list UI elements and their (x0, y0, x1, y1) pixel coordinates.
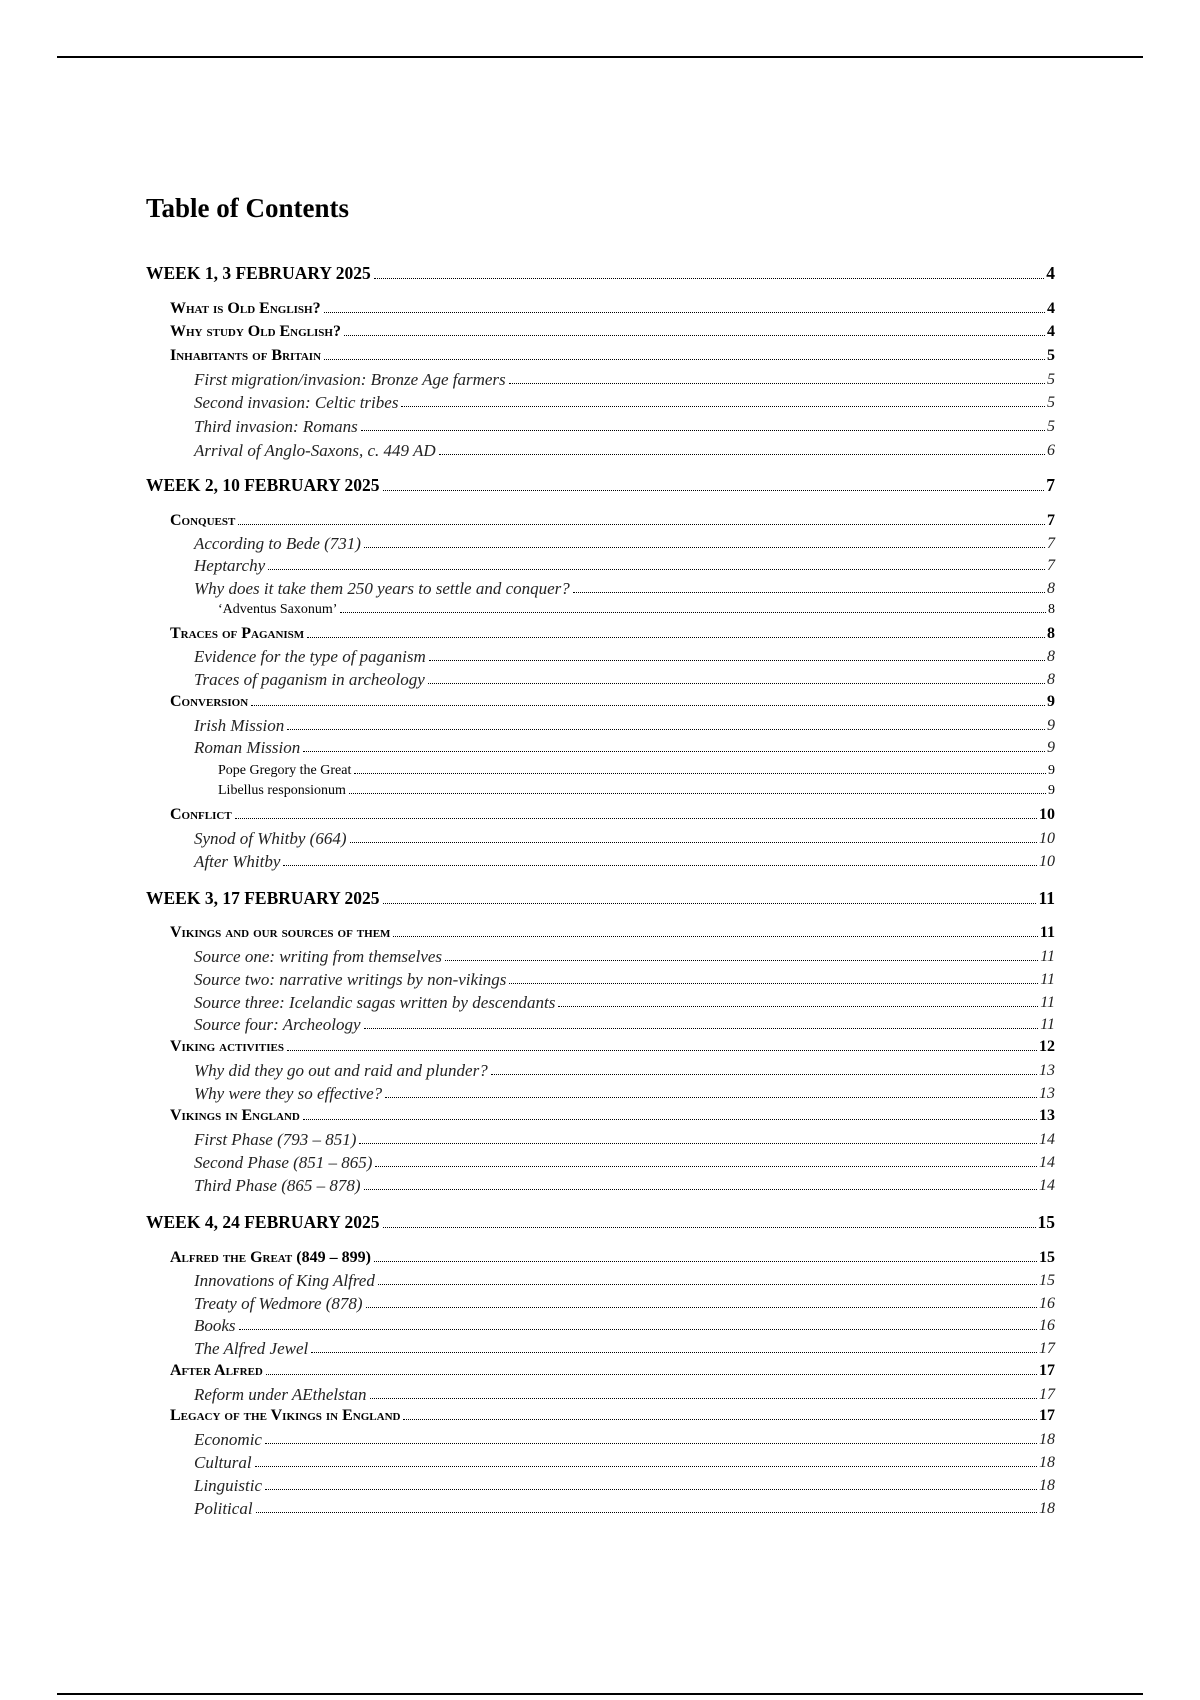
toc-dot-leader (509, 383, 1045, 384)
toc-page-number: 4 (1047, 300, 1055, 317)
toc-subsection-entry[interactable] (194, 394, 1055, 411)
toc-dot-leader (324, 359, 1045, 360)
toc-dot-leader (361, 430, 1045, 431)
toc-dot-leader (364, 1189, 1037, 1190)
toc-subsection-entry[interactable] (194, 557, 1055, 574)
toc-subsection-entry[interactable] (194, 371, 1055, 388)
toc-entry-label: Why study Old English? (170, 323, 341, 340)
toc-entry-label: After Whitby (194, 852, 281, 871)
toc-dot-leader (428, 683, 1045, 684)
toc-dot-leader (364, 1028, 1039, 1029)
toc-dot-leader (268, 569, 1045, 570)
toc-page-number: 17 (1039, 1362, 1055, 1379)
toc-page-number: 15 (1039, 1272, 1055, 1289)
toc-entry-label: Source four: Archeology (194, 1015, 361, 1034)
toc-entry-label: Why were they so effective? (194, 1084, 383, 1103)
toc-entry-label: The Alfred Jewel (194, 1339, 309, 1358)
toc-subsection-entry[interactable] (194, 1340, 1055, 1357)
toc-page-number: 13 (1039, 1062, 1055, 1079)
toc-dot-leader (303, 1119, 1037, 1120)
table-of-contents (146, 0, 1055, 1700)
toc-dot-leader (307, 637, 1045, 638)
toc-page-number: 7 (1047, 512, 1055, 529)
toc-page-number: 18 (1039, 1454, 1055, 1471)
toc-subsection-entry[interactable] (194, 1295, 1055, 1312)
toc-page-number: 15 (1039, 1249, 1055, 1266)
toc-section-entry[interactable] (170, 626, 1055, 642)
toc-entry-label: Synod of Whitby (664) (194, 829, 347, 848)
footer-rule (57, 1693, 1143, 1695)
toc-subsection-entry[interactable] (194, 1272, 1055, 1289)
toc-entry-label: Third invasion: Romans (194, 417, 358, 436)
toc-dot-leader (311, 1352, 1037, 1353)
toc-page-number: 7 (1046, 475, 1055, 495)
toc-section-entry[interactable] (170, 1108, 1055, 1124)
toc-page-number: 14 (1039, 1177, 1055, 1194)
toc-entry-label: Third Phase (865 – 878) (194, 1176, 361, 1195)
toc-entry-label: Arrival of Anglo-Saxons, c. 449 AD (194, 441, 436, 460)
toc-dot-leader (445, 960, 1038, 961)
toc-page-number: 8 (1047, 671, 1055, 688)
toc-section-entry[interactable] (170, 324, 1055, 340)
toc-entry-label: Evidence for the type of paganism (194, 647, 426, 666)
toc-dot-leader (350, 842, 1038, 843)
toc-subsection-entry[interactable] (194, 739, 1055, 756)
toc-subsection-entry[interactable] (194, 535, 1055, 552)
toc-dot-leader (401, 406, 1045, 407)
toc-subsection-entry[interactable] (194, 1477, 1055, 1494)
toc-dot-leader (370, 1398, 1038, 1399)
toc-entry-label: ‘Adventus Saxonum’ (218, 602, 338, 617)
toc-page-number: 16 (1039, 1295, 1055, 1312)
toc-page-number: 5 (1047, 394, 1055, 411)
toc-dot-leader (359, 1143, 1037, 1144)
toc-page-number: 9 (1047, 717, 1055, 734)
toc-entry-label: Traces of Paganism (170, 625, 305, 642)
toc-dot-leader (509, 983, 1038, 984)
toc-entry-label: Source three: Icelandic sagas written by descendants (194, 993, 556, 1012)
toc-page-number: 5 (1047, 371, 1055, 388)
toc-subsection-entry[interactable] (194, 418, 1055, 435)
toc-section-entry[interactable] (170, 1408, 1055, 1424)
toc-section-entry[interactable] (170, 1363, 1055, 1379)
toc-page-number: 7 (1047, 557, 1055, 574)
toc-subsection-entry[interactable] (194, 1154, 1055, 1171)
toc-page-number: 18 (1039, 1500, 1055, 1517)
toc-entry-label: Viking activities (170, 1038, 284, 1055)
toc-entry-label: Books (194, 1316, 236, 1335)
toc-week-heading[interactable] (146, 890, 1055, 908)
toc-subsection-entry[interactable] (194, 648, 1055, 665)
toc-page-number: 16 (1039, 1317, 1055, 1334)
toc-entry-label: Vikings and our sources of them (170, 924, 391, 941)
toc-entry-label: Roman Mission (194, 738, 301, 757)
toc-page-number: 11 (1040, 971, 1055, 988)
toc-entry-label: Inhabitants of Britain (170, 347, 322, 364)
toc-dot-leader (364, 547, 1045, 548)
toc-page-number: 8 (1047, 648, 1055, 665)
toc-subsection-entry[interactable] (194, 717, 1055, 734)
toc-subsection-entry[interactable] (194, 971, 1055, 988)
toc-page-number: 5 (1047, 418, 1055, 435)
toc-dot-leader (287, 1050, 1037, 1051)
toc-page-number: 11 (1040, 1016, 1055, 1033)
toc-subsection-entry[interactable] (194, 1454, 1055, 1471)
toc-dot-leader (429, 660, 1045, 661)
toc-entry-label: Conflict (170, 806, 232, 823)
toc-page-number: 8 (1048, 602, 1055, 617)
toc-entry-label: Economic (194, 1430, 262, 1449)
toc-dot-leader (265, 1443, 1037, 1444)
toc-entry-label: WEEK 2, 10 FEBRUARY 2025 (146, 475, 380, 495)
toc-section-entry[interactable] (170, 513, 1055, 529)
toc-page-number: 8 (1047, 580, 1055, 597)
toc-dot-leader (303, 751, 1045, 752)
toc-entry-label: Cultural (194, 1453, 252, 1472)
toc-dot-leader (366, 1307, 1037, 1308)
toc-dot-leader (403, 1419, 1037, 1420)
toc-subsection-entry[interactable] (194, 1431, 1055, 1448)
toc-page-number: 4 (1047, 323, 1055, 340)
toc-page-number: 13 (1039, 1107, 1055, 1124)
toc-section-entry[interactable] (170, 1250, 1055, 1266)
toc-page-number: 5 (1047, 347, 1055, 364)
page-title: Table of Contents (146, 193, 350, 223)
toc-subsection-entry[interactable] (194, 994, 1055, 1011)
toc-entry-label: Legacy of the Vikings in England (170, 1407, 401, 1424)
toc-entry-label: Traces of paganism in archeology (194, 670, 425, 689)
toc-entry-label: Treaty of Wedmore (878) (194, 1294, 363, 1313)
toc-dot-leader (375, 1166, 1037, 1167)
toc-dot-leader (255, 1466, 1037, 1467)
toc-section-entry[interactable] (170, 301, 1055, 317)
toc-subsection-entry[interactable] (194, 1317, 1055, 1334)
toc-entry-label: Alfred the Great (849 – 899) (170, 1249, 371, 1266)
toc-subsection-entry[interactable] (194, 948, 1055, 965)
toc-entry-label: Irish Mission (194, 716, 285, 735)
toc-page-number: 11 (1040, 994, 1055, 1011)
toc-entry-label: Why did they go out and raid and plunder? (194, 1061, 488, 1080)
toc-page-number: 17 (1039, 1407, 1055, 1424)
toc-entry-label: What is Old English? (170, 300, 321, 317)
toc-entry-label: Conversion (170, 693, 249, 710)
toc-subsection-entry[interactable] (194, 1500, 1055, 1517)
toc-subsection-entry[interactable] (194, 830, 1055, 847)
toc-section-entry[interactable] (170, 348, 1055, 364)
toc-page-number: 9 (1048, 763, 1055, 778)
toc-dot-leader (324, 312, 1045, 313)
toc-page-number: 7 (1047, 535, 1055, 552)
toc-subsubsection-entry[interactable] (218, 764, 1055, 778)
toc-dot-leader (251, 705, 1045, 706)
toc-page-number: 11 (1038, 888, 1055, 908)
toc-subsection-entry[interactable] (194, 671, 1055, 688)
toc-page-number: 14 (1039, 1154, 1055, 1171)
toc-dot-leader (573, 592, 1045, 593)
toc-dot-leader (235, 818, 1037, 819)
toc-subsection-entry[interactable] (194, 1062, 1055, 1079)
toc-page-number: 12 (1039, 1038, 1055, 1055)
toc-entry-label: Innovations of King Alfred (194, 1271, 375, 1290)
toc-dot-leader (265, 1489, 1037, 1490)
toc-entry-label: First Phase (793 – 851) (194, 1130, 357, 1149)
toc-page-number: 10 (1039, 830, 1055, 847)
toc-page-number: 4 (1046, 263, 1055, 283)
toc-entry-label: Reform under AEthelstan (194, 1385, 367, 1404)
toc-subsection-entry[interactable] (194, 1177, 1055, 1194)
toc-week-heading[interactable] (146, 477, 1055, 495)
toc-page-number: 9 (1047, 693, 1055, 710)
toc-entry-label: WEEK 4, 24 FEBRUARY 2025 (146, 1212, 380, 1232)
toc-entry-label: WEEK 1, 3 FEBRUARY 2025 (146, 263, 371, 283)
toc-section-entry[interactable] (170, 925, 1055, 941)
toc-dot-leader (374, 278, 1044, 279)
toc-subsection-entry[interactable] (194, 1085, 1055, 1102)
toc-dot-leader (383, 490, 1045, 491)
toc-page-number: 6 (1047, 442, 1055, 459)
toc-page-number: 10 (1039, 853, 1055, 870)
toc-section-entry[interactable] (170, 807, 1055, 823)
toc-subsection-entry[interactable] (194, 1386, 1055, 1403)
toc-dot-leader (393, 936, 1037, 937)
toc-page-number: 17 (1039, 1386, 1055, 1403)
toc-dot-leader (256, 1512, 1037, 1513)
toc-dot-leader (287, 729, 1045, 730)
toc-entry-label: First migration/invasion: Bronze Age farmers (194, 370, 506, 389)
toc-page-number: 18 (1039, 1477, 1055, 1494)
toc-dot-leader (491, 1074, 1037, 1075)
toc-dot-leader (385, 1097, 1037, 1098)
toc-week-heading[interactable] (146, 1214, 1055, 1232)
toc-week-heading[interactable] (146, 265, 1055, 283)
toc-subsection-entry[interactable] (194, 580, 1055, 597)
toc-entry-label: Source one: writing from themselves (194, 947, 443, 966)
toc-entry-label: According to Bede (731) (194, 534, 361, 553)
toc-section-entry[interactable] (170, 694, 1055, 710)
toc-page-number: 17 (1039, 1340, 1055, 1357)
toc-page-number: 9 (1048, 783, 1055, 798)
toc-entry-label: Conquest (170, 512, 236, 529)
toc-entry-label: Second Phase (851 – 865) (194, 1153, 373, 1172)
toc-page-number: 11 (1040, 948, 1055, 965)
toc-dot-leader (439, 454, 1045, 455)
toc-dot-leader (354, 773, 1046, 774)
toc-section-entry[interactable] (170, 1039, 1055, 1055)
toc-page-number: 9 (1047, 739, 1055, 756)
toc-dot-leader (239, 1329, 1037, 1330)
toc-dot-leader (378, 1284, 1037, 1285)
toc-subsubsection-entry[interactable] (218, 784, 1055, 798)
toc-subsection-entry[interactable] (194, 1016, 1055, 1033)
toc-dot-leader (340, 612, 1046, 613)
toc-entry-label: Linguistic (194, 1476, 263, 1495)
toc-page-number: 18 (1039, 1431, 1055, 1448)
toc-dot-leader (349, 793, 1046, 794)
toc-subsection-entry[interactable] (194, 1131, 1055, 1148)
toc-entry-label: Heptarchy (194, 556, 266, 575)
toc-page-number: 10 (1039, 806, 1055, 823)
toc-page-number: 11 (1039, 924, 1055, 941)
toc-dot-leader (558, 1006, 1038, 1007)
toc-dot-leader (283, 865, 1037, 866)
toc-page-number: 15 (1037, 1212, 1055, 1232)
toc-dot-leader (344, 335, 1045, 336)
toc-dot-leader (374, 1261, 1037, 1262)
toc-entry-label: After Alfred (170, 1362, 263, 1379)
toc-subsubsection-entry[interactable] (218, 603, 1055, 617)
toc-entry-label: Why does it take them 250 years to settle and conquer? (194, 579, 570, 598)
toc-entry-label: Political (194, 1499, 253, 1518)
toc-entry-label: Vikings in England (170, 1107, 300, 1124)
toc-entry-label: Source two: narrative writings by non-vikings (194, 970, 507, 989)
toc-page-number: 13 (1039, 1085, 1055, 1102)
toc-page-number: 8 (1047, 625, 1055, 642)
toc-page-number: 14 (1039, 1131, 1055, 1148)
toc-subsection-entry[interactable] (194, 442, 1055, 459)
toc-dot-leader (238, 524, 1045, 525)
toc-dot-leader (383, 1227, 1036, 1228)
toc-entry-label: Second invasion: Celtic tribes (194, 393, 399, 412)
toc-dot-leader (383, 903, 1037, 904)
toc-subsection-entry[interactable] (194, 853, 1055, 870)
toc-entry-label: Pope Gregory the Great (218, 763, 352, 778)
toc-entry-label: Libellus responsionum (218, 783, 346, 798)
toc-dot-leader (266, 1374, 1037, 1375)
toc-entry-label: WEEK 3, 17 FEBRUARY 2025 (146, 888, 380, 908)
